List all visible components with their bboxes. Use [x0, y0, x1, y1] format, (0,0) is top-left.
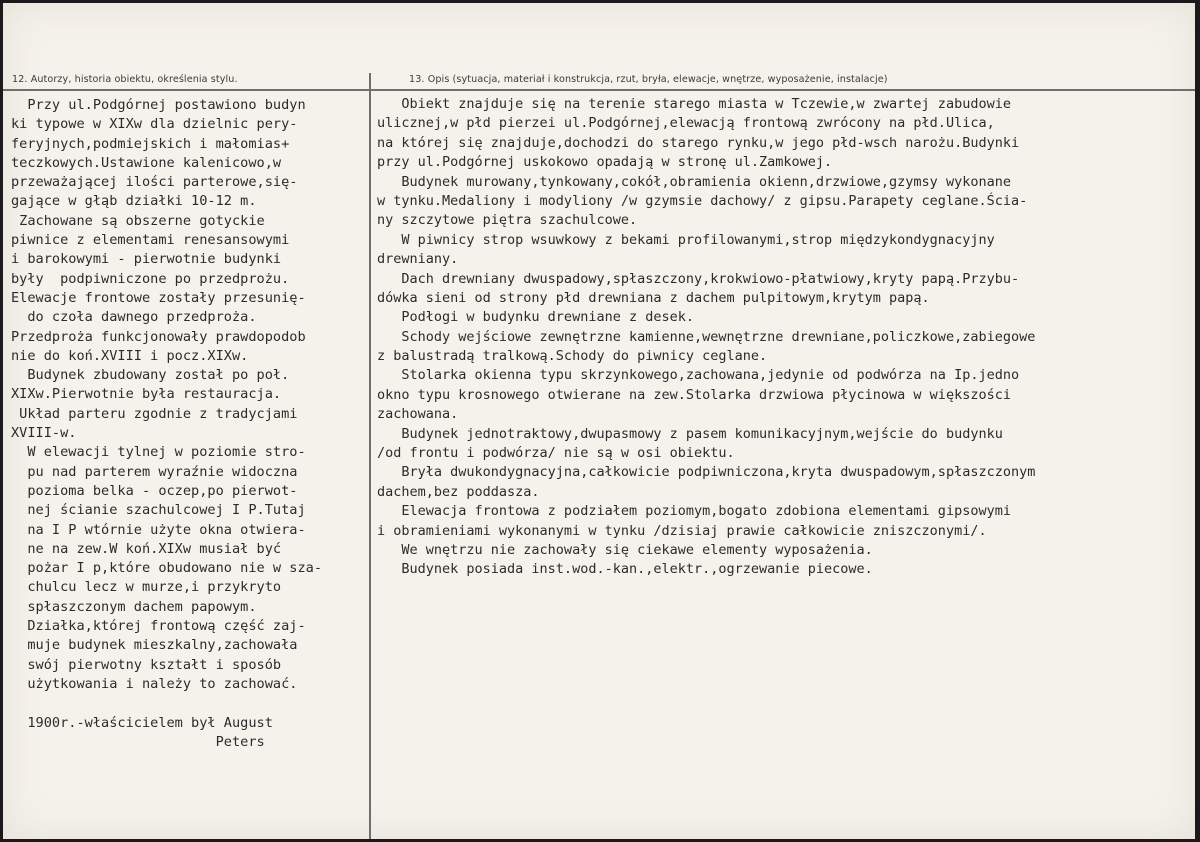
history-text-line: ne na zew.W koń.XIXw musiał być	[11, 540, 282, 557]
history-text-line: Zachowane są obszerne gotyckie	[11, 212, 265, 229]
history-text-line: gające w głąb działki 10-12 m.	[11, 193, 257, 210]
description-text-line: We wnętrzu nie zachowały się ciekawe elementy wyposażenia.	[377, 541, 873, 558]
column-divider	[369, 73, 371, 839]
history-text-column	[11, 96, 322, 752]
history-text-line: feryjnych,podmiejskich i małomias+	[11, 135, 290, 152]
history-text-line: pu nad parterem wyraźnie widoczna	[11, 463, 298, 480]
history-text-line: Układ parteru zgodnie z tradycjami	[11, 405, 298, 422]
description-text-line: ulicznej,w płd pierzei ul.Podgórnej,elewacją frontową zwrócony na płd.Ulica,	[377, 115, 995, 132]
history-text-line: i barokowymi - pierwotnie budynki	[11, 251, 282, 268]
history-text-line: ki typowe w XIXw dla dzielnic pery-	[11, 116, 298, 133]
history-text-line: pozioma belka - oczep,po pierwot-	[11, 482, 298, 499]
description-text-line: przy ul.Podgórnej uskokowo opadają w stronę ul.Zamkowej.	[377, 154, 833, 171]
history-text-line: na I P wtórnie użyte okna otwiera-	[11, 521, 306, 538]
description-text-line: Schody wejściowe zewnętrzne kamienne,wewnętrzne drewniane,policzkowe,zabiegowe	[377, 328, 1036, 345]
history-text-line: Działka,której frontową część zaj-	[11, 618, 306, 635]
history-text-line: W elewacji tylnej w poziomie stro-	[11, 444, 306, 461]
description-text-line: Podłogi w budynku drewniane z desek.	[377, 309, 694, 326]
history-text-line	[11, 694, 322, 713]
description-text-line: W piwnicy strop wsuwkowy z bekami profilowanymi,strop międzykondygnacyjny	[377, 231, 995, 248]
description-text-line: drewniany.	[377, 251, 459, 268]
history-text-line: spłaszczonym dachem papowym.	[11, 598, 257, 615]
description-text-line: Bryła dwukondygnacyjna,całkowicie podpiwniczona,kryta dwuspadowym,spłaszczonym	[377, 464, 1036, 481]
history-text-line: Peters	[11, 733, 265, 750]
history-text-line: do czoła dawnego przedproża.	[11, 309, 257, 326]
history-text-line: chulcu lecz w murze,i przykryto	[11, 579, 282, 596]
description-text-line: Budynek murowany,tynkowany,cokół,obramienia okienn,drzwiowe,gzymsy wykonane	[377, 173, 1011, 190]
history-text-line: pożar I p,które obudowano nie w sza-	[11, 560, 322, 577]
description-text-line: zachowana.	[377, 406, 459, 423]
description-text-line: z balustradą tralkową.Schody do piwnicy ceglane.	[377, 348, 768, 365]
history-text-line: Przedproża funkcjonowały prawdopodob	[11, 328, 306, 345]
description-text-line: dówka sieni od strony płd drewniana z dachem pulpitowym,krytym papą.	[377, 289, 930, 306]
description-text-line: okno typu krosnowego otwierane na zew.Stolarka drzwiowa płycinowa w większości	[377, 386, 1011, 403]
description-text-line: Stolarka okienna typu skrzynkowego,zachowana,jedynie od podwórza na Ip.jedno	[377, 367, 1020, 384]
description-text-line: dachem,bez poddasza.	[377, 483, 540, 500]
history-text-line: XIXw.Pierwotnie była restauracja.	[11, 386, 282, 403]
description-text-line: ny szczytowe piętra szachulcowe.	[377, 212, 638, 229]
description-text-line: Dach drewniany dwuspadowy,spłaszczony,krokwiowo-płatwiowy,kryty papą.Przybu-	[377, 270, 1020, 287]
description-text-line: na której się znajduje,dochodzi do starego rynku,w jego płd-wsch narożu.Budynki	[377, 134, 1020, 151]
history-text-line: swój pierwotny kształt i sposób	[11, 656, 282, 673]
description-text-line: /od frontu i podwórza/ nie są w osi obiektu.	[377, 445, 735, 462]
history-text-line: nej ścianie szachulcowej I P.Tutaj	[11, 502, 306, 519]
description-text-line: w tynku.Medaliony i modyliony /w gzymsie dachowy/ z gipsu.Parapety ceglane.Ścia-	[377, 192, 1028, 209]
header-divider	[3, 89, 1195, 91]
history-text-line: nie do koń.XVIII i pocz.XIXw.	[11, 347, 249, 364]
history-text-line: teczkowych.Ustawione kalenicowo,w	[11, 154, 282, 171]
history-text-line: Budynek zbudowany został po poł.	[11, 367, 290, 384]
record-card	[3, 3, 1195, 839]
history-text-line: Elewacje frontowe zostały przesunię-	[11, 289, 306, 306]
description-text-column	[377, 95, 1035, 580]
section-12-header: 12. Autorzy, historia obiektu, określenia stylu.	[12, 74, 238, 85]
history-text-line: piwnice z elementami renesansowymi	[11, 232, 290, 249]
history-text-line: przeważającej ilości parterowe,się-	[11, 174, 298, 191]
history-text-line: były podpiwniczone po przedprożu.	[11, 270, 290, 287]
history-text-line: XVIII-w.	[11, 425, 77, 442]
description-text-line: Budynek posiada inst.wod.-kan.,elektr.,ogrzewanie piecowe.	[377, 561, 873, 578]
history-text-line: muje budynek mieszkalny,zachowała	[11, 637, 298, 654]
section-13-header: 13. Opis (sytuacja, materiał i konstrukcja, rzut, bryła, elewacje, wnętrze, wyposażenie, instalacje)	[409, 74, 888, 85]
description-text-line: i obramieniami wykonanymi w tynku /dzisiaj prawie całkowicie zniszczonymi/.	[377, 522, 987, 539]
description-text-line: Budynek jednotraktowy,dwupasmowy z pasem komunikacyjnym,wejście do budynku	[377, 425, 1003, 442]
history-text-line: Przy ul.Podgórnej postawiono budyn	[11, 97, 306, 113]
history-text-line: 1900r.-właścicielem był August	[11, 714, 273, 731]
description-text-line: Obiekt znajduje się na terenie starego miasta w Tczewie,w zwartej zabudowie	[377, 96, 1011, 112]
description-text-line: Elewacja frontowa z podziałem poziomym,bogato zdobiona elementami gipsowymi	[377, 503, 1011, 520]
history-text-line: użytkowania i należy to zachować.	[11, 675, 298, 692]
